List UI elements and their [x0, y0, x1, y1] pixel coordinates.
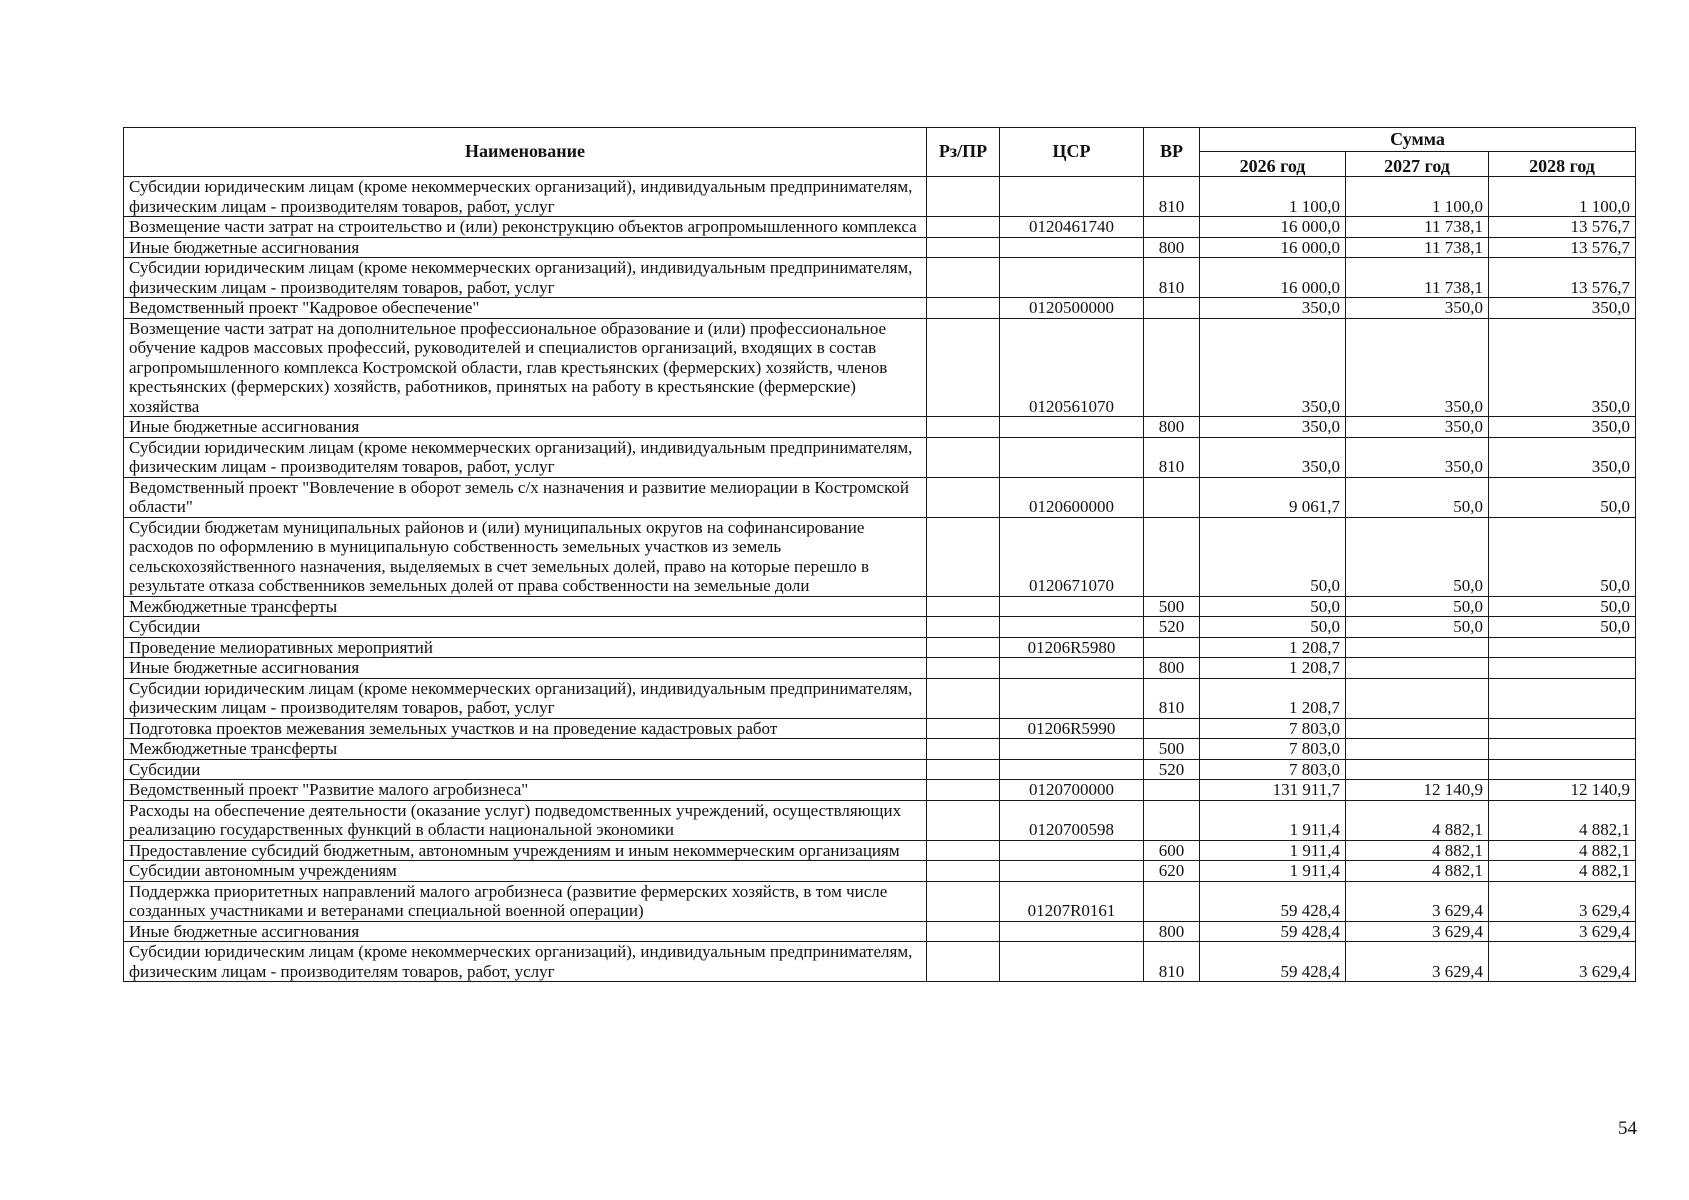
table-row: [124, 840, 1636, 861]
cell-2027: 50,0: [1346, 596, 1489, 617]
cell-csr: 0120461740: [1000, 217, 1144, 238]
cell-rzpr: [927, 800, 1000, 840]
cell-name: Возмещение части затрат на дополнительное профессиональное образование и (или) профессиональное обучение кадров массовых профессий, руководителей и специалистов организаций, входящих в состав агропромышленного комплекса Костромской области, глав крестьянских (фермерских) хозяйств, членов крестьянских (фермерских) хозяйств, работников, принятых на работу в крестьянские (фермерские) хозяйства: [124, 318, 927, 417]
table-row: [124, 617, 1636, 638]
cell-2026: 50,0: [1200, 617, 1346, 638]
cell-2028: 350,0: [1489, 298, 1636, 319]
header-sum: Сумма: [1200, 128, 1636, 152]
cell-2028: 3 629,4: [1489, 942, 1636, 982]
cell-csr: [1000, 678, 1144, 718]
cell-2027: 11 738,1: [1346, 258, 1489, 298]
cell-vr: [1144, 318, 1200, 417]
cell-vr: 620: [1144, 861, 1200, 882]
cell-rzpr: [927, 177, 1000, 217]
cell-2026: 59 428,4: [1200, 921, 1346, 942]
cell-vr: [1144, 517, 1200, 596]
cell-csr: [1000, 177, 1144, 217]
cell-2028: 4 882,1: [1489, 861, 1636, 882]
cell-vr: 800: [1144, 921, 1200, 942]
header-vr: ВР: [1144, 128, 1200, 177]
cell-2027: 4 882,1: [1346, 840, 1489, 861]
cell-2028: [1489, 739, 1636, 760]
cell-2027: [1346, 637, 1489, 658]
cell-rzpr: [927, 780, 1000, 801]
cell-csr: 0120671070: [1000, 517, 1144, 596]
cell-2028: 350,0: [1489, 318, 1636, 417]
cell-vr: [1144, 780, 1200, 801]
table-body: [124, 177, 1636, 982]
cell-rzpr: [927, 477, 1000, 517]
cell-rzpr: [927, 678, 1000, 718]
cell-2026: 7 803,0: [1200, 739, 1346, 760]
cell-rzpr: [927, 658, 1000, 679]
cell-name: Подготовка проектов межевания земельных участков и на проведение кадастровых работ: [124, 718, 927, 739]
cell-vr: [1144, 298, 1200, 319]
cell-csr: 0120500000: [1000, 298, 1144, 319]
cell-name: Субсидии юридическим лицам (кроме некоммерческих организаций), индивидуальным предпринимателям, физическим лицам - производителям товаров, работ, услуг: [124, 942, 927, 982]
cell-rzpr: [927, 596, 1000, 617]
cell-rzpr: [927, 861, 1000, 882]
cell-2026: 1 911,4: [1200, 840, 1346, 861]
cell-2028: 1 100,0: [1489, 177, 1636, 217]
cell-name: Проведение мелиоративных мероприятий: [124, 637, 927, 658]
cell-2026: 350,0: [1200, 318, 1346, 417]
cell-2028: 13 576,7: [1489, 237, 1636, 258]
table-row: [124, 759, 1636, 780]
cell-csr: 01206R5980: [1000, 637, 1144, 658]
cell-name: Иные бюджетные ассигнования: [124, 658, 927, 679]
cell-csr: [1000, 942, 1144, 982]
cell-2028: [1489, 678, 1636, 718]
cell-rzpr: [927, 637, 1000, 658]
cell-vr: [1144, 477, 1200, 517]
cell-vr: [1144, 718, 1200, 739]
cell-2026: 50,0: [1200, 517, 1346, 596]
cell-2026: 7 803,0: [1200, 759, 1346, 780]
cell-2026: 131 911,7: [1200, 780, 1346, 801]
cell-name: Субсидии юридическим лицам (кроме некоммерческих организаций), индивидуальным предпринимателям, физическим лицам - производителям товаров, работ, услуг: [124, 437, 927, 477]
cell-rzpr: [927, 921, 1000, 942]
cell-csr: 0120600000: [1000, 477, 1144, 517]
cell-2026: 350,0: [1200, 298, 1346, 319]
cell-2026: 1 911,4: [1200, 800, 1346, 840]
cell-vr: 520: [1144, 617, 1200, 638]
cell-2026: 1 100,0: [1200, 177, 1346, 217]
cell-vr: [1144, 217, 1200, 238]
cell-vr: 600: [1144, 840, 1200, 861]
cell-vr: 810: [1144, 678, 1200, 718]
cell-2028: 13 576,7: [1489, 258, 1636, 298]
cell-2028: 50,0: [1489, 517, 1636, 596]
cell-2027: 350,0: [1346, 318, 1489, 417]
cell-rzpr: [927, 318, 1000, 417]
table-row: [124, 861, 1636, 882]
cell-2026: 9 061,7: [1200, 477, 1346, 517]
cell-2027: [1346, 739, 1489, 760]
table-row: [124, 177, 1636, 217]
cell-2026: 50,0: [1200, 596, 1346, 617]
cell-2026: 59 428,4: [1200, 942, 1346, 982]
table-row: [124, 658, 1636, 679]
cell-2027: 11 738,1: [1346, 217, 1489, 238]
cell-vr: 800: [1144, 417, 1200, 438]
cell-2027: [1346, 718, 1489, 739]
budget-table: [123, 127, 1636, 982]
cell-2028: 50,0: [1489, 596, 1636, 617]
table-row: [124, 780, 1636, 801]
cell-name: Субсидии автономным учреждениям: [124, 861, 927, 882]
cell-csr: [1000, 617, 1144, 638]
cell-2027: 3 629,4: [1346, 942, 1489, 982]
cell-csr: [1000, 258, 1144, 298]
cell-name: Иные бюджетные ассигнования: [124, 237, 927, 258]
cell-csr: [1000, 237, 1144, 258]
cell-2027: 1 100,0: [1346, 177, 1489, 217]
cell-csr: [1000, 759, 1144, 780]
cell-name: Субсидии: [124, 759, 927, 780]
table-row: [124, 881, 1636, 921]
cell-name: Ведомственный проект "Кадровое обеспечение": [124, 298, 927, 319]
cell-csr: [1000, 437, 1144, 477]
cell-2027: 4 882,1: [1346, 861, 1489, 882]
cell-2028: [1489, 718, 1636, 739]
cell-name: Субсидии бюджетам муниципальных районов и (или) муниципальных округов на софинансирование расходов по оформлению в муниципальную собственность земельных участков из земель сельскохозяйственного назначения, выделяемых в счет земельных долей, право на которые перешло в результате отказа собственников земельных долей от права собственности на земельные доли: [124, 517, 927, 596]
cell-name: Межбюджетные трансферты: [124, 596, 927, 617]
header-rzpr: Рз/ПР: [927, 128, 1000, 177]
cell-name: Предоставление субсидий бюджетным, автономным учреждениям и иным некоммерческим организациям: [124, 840, 927, 861]
cell-rzpr: [927, 437, 1000, 477]
cell-rzpr: [927, 237, 1000, 258]
cell-2027: 350,0: [1346, 417, 1489, 438]
cell-vr: [1144, 881, 1200, 921]
cell-rzpr: [927, 617, 1000, 638]
cell-name: Ведомственный проект "Развитие малого агробизнеса": [124, 780, 927, 801]
cell-2028: 350,0: [1489, 417, 1636, 438]
cell-2026: 350,0: [1200, 437, 1346, 477]
cell-2027: 350,0: [1346, 298, 1489, 319]
cell-2028: 50,0: [1489, 477, 1636, 517]
cell-csr: [1000, 840, 1144, 861]
cell-vr: 810: [1144, 177, 1200, 217]
header-year-2026: 2026 год: [1200, 152, 1346, 177]
cell-2027: 4 882,1: [1346, 800, 1489, 840]
cell-rzpr: [927, 840, 1000, 861]
cell-2026: 16 000,0: [1200, 217, 1346, 238]
cell-rzpr: [927, 517, 1000, 596]
cell-name: Ведомственный проект "Вовлечение в оборот земель с/х назначения и развитие мелиорации в Костромской области": [124, 477, 927, 517]
cell-csr: 0120700000: [1000, 780, 1144, 801]
cell-csr: [1000, 921, 1144, 942]
cell-csr: 01206R5990: [1000, 718, 1144, 739]
cell-vr: 810: [1144, 258, 1200, 298]
cell-rzpr: [927, 739, 1000, 760]
table-row: [124, 637, 1636, 658]
cell-2028: 12 140,9: [1489, 780, 1636, 801]
cell-2028: 50,0: [1489, 617, 1636, 638]
cell-2027: 50,0: [1346, 477, 1489, 517]
cell-2027: 50,0: [1346, 617, 1489, 638]
cell-csr: [1000, 596, 1144, 617]
cell-vr: [1144, 637, 1200, 658]
cell-rzpr: [927, 217, 1000, 238]
table-row: [124, 437, 1636, 477]
table-row: [124, 921, 1636, 942]
cell-2027: 3 629,4: [1346, 881, 1489, 921]
cell-name: Субсидии: [124, 617, 927, 638]
header-csr: ЦСР: [1000, 128, 1144, 177]
cell-2028: 350,0: [1489, 437, 1636, 477]
cell-2027: 11 738,1: [1346, 237, 1489, 258]
cell-csr: [1000, 861, 1144, 882]
table-row: [124, 298, 1636, 319]
cell-name: Расходы на обеспечение деятельности (оказание услуг) подведомственных учреждений, осуществляющих реализацию государственных функций в области национальной экономики: [124, 800, 927, 840]
cell-2028: [1489, 637, 1636, 658]
table-row: [124, 217, 1636, 238]
table-row: [124, 800, 1636, 840]
header-year-2028: 2028 год: [1489, 152, 1636, 177]
cell-name: Субсидии юридическим лицам (кроме некоммерческих организаций), индивидуальным предпринимателям, физическим лицам - производителям товаров, работ, услуг: [124, 678, 927, 718]
table-row: [124, 477, 1636, 517]
cell-rzpr: [927, 718, 1000, 739]
table-row: [124, 718, 1636, 739]
cell-name: Межбюджетные трансферты: [124, 739, 927, 760]
cell-rzpr: [927, 759, 1000, 780]
cell-2028: 4 882,1: [1489, 800, 1636, 840]
table-row: [124, 318, 1636, 417]
table-row: [124, 678, 1636, 718]
header-year-2027: 2027 год: [1346, 152, 1489, 177]
cell-name: Возмещение части затрат на строительство и (или) реконструкцию объектов агропромышленного комплекса: [124, 217, 927, 238]
cell-vr: 800: [1144, 237, 1200, 258]
cell-csr: [1000, 739, 1144, 760]
cell-csr: [1000, 658, 1144, 679]
cell-2027: [1346, 658, 1489, 679]
cell-2027: [1346, 678, 1489, 718]
cell-2026: 7 803,0: [1200, 718, 1346, 739]
cell-csr: 0120700598: [1000, 800, 1144, 840]
cell-2027: 3 629,4: [1346, 921, 1489, 942]
page-number: 54: [1618, 1118, 1637, 1139]
cell-2028: 4 882,1: [1489, 840, 1636, 861]
cell-vr: 810: [1144, 942, 1200, 982]
cell-2026: 1 911,4: [1200, 861, 1346, 882]
cell-2027: 350,0: [1346, 437, 1489, 477]
cell-rzpr: [927, 942, 1000, 982]
cell-vr: 810: [1144, 437, 1200, 477]
cell-vr: 500: [1144, 596, 1200, 617]
cell-vr: 800: [1144, 658, 1200, 679]
table-row: [124, 237, 1636, 258]
cell-name: Иные бюджетные ассигнования: [124, 921, 927, 942]
cell-csr: 0120561070: [1000, 318, 1144, 417]
cell-2026: 59 428,4: [1200, 881, 1346, 921]
cell-2026: 1 208,7: [1200, 678, 1346, 718]
cell-rzpr: [927, 881, 1000, 921]
cell-2028: 13 576,7: [1489, 217, 1636, 238]
cell-rzpr: [927, 258, 1000, 298]
cell-2027: 50,0: [1346, 517, 1489, 596]
cell-rzpr: [927, 417, 1000, 438]
cell-2026: 350,0: [1200, 417, 1346, 438]
cell-2026: 16 000,0: [1200, 237, 1346, 258]
cell-2027: [1346, 759, 1489, 780]
table-row: [124, 739, 1636, 760]
cell-2028: [1489, 759, 1636, 780]
cell-vr: [1144, 800, 1200, 840]
table-row: [124, 417, 1636, 438]
cell-vr: 520: [1144, 759, 1200, 780]
cell-2026: 1 208,7: [1200, 637, 1346, 658]
cell-vr: 500: [1144, 739, 1200, 760]
cell-name: Иные бюджетные ассигнования: [124, 417, 927, 438]
cell-csr: 01207R0161: [1000, 881, 1144, 921]
cell-2027: 12 140,9: [1346, 780, 1489, 801]
cell-name: Субсидии юридическим лицам (кроме некоммерческих организаций), индивидуальным предпринимателям, физическим лицам - производителям товаров, работ, услуг: [124, 177, 927, 217]
cell-2028: [1489, 658, 1636, 679]
cell-2028: 3 629,4: [1489, 881, 1636, 921]
table-row: [124, 517, 1636, 596]
table-row: [124, 942, 1636, 982]
cell-name: Субсидии юридическим лицам (кроме некоммерческих организаций), индивидуальным предпринимателям, физическим лицам - производителям товаров, работ, услуг: [124, 258, 927, 298]
cell-rzpr: [927, 298, 1000, 319]
cell-2026: 1 208,7: [1200, 658, 1346, 679]
header-name: Наименование: [124, 128, 927, 177]
cell-csr: [1000, 417, 1144, 438]
table-row: [124, 258, 1636, 298]
cell-2026: 16 000,0: [1200, 258, 1346, 298]
table-row: [124, 596, 1636, 617]
cell-name: Поддержка приоритетных направлений малого агробизнеса (развитие фермерских хозяйств, в том числе созданных участниками и ветеранами специальной военной операции): [124, 881, 927, 921]
cell-2028: 3 629,4: [1489, 921, 1636, 942]
